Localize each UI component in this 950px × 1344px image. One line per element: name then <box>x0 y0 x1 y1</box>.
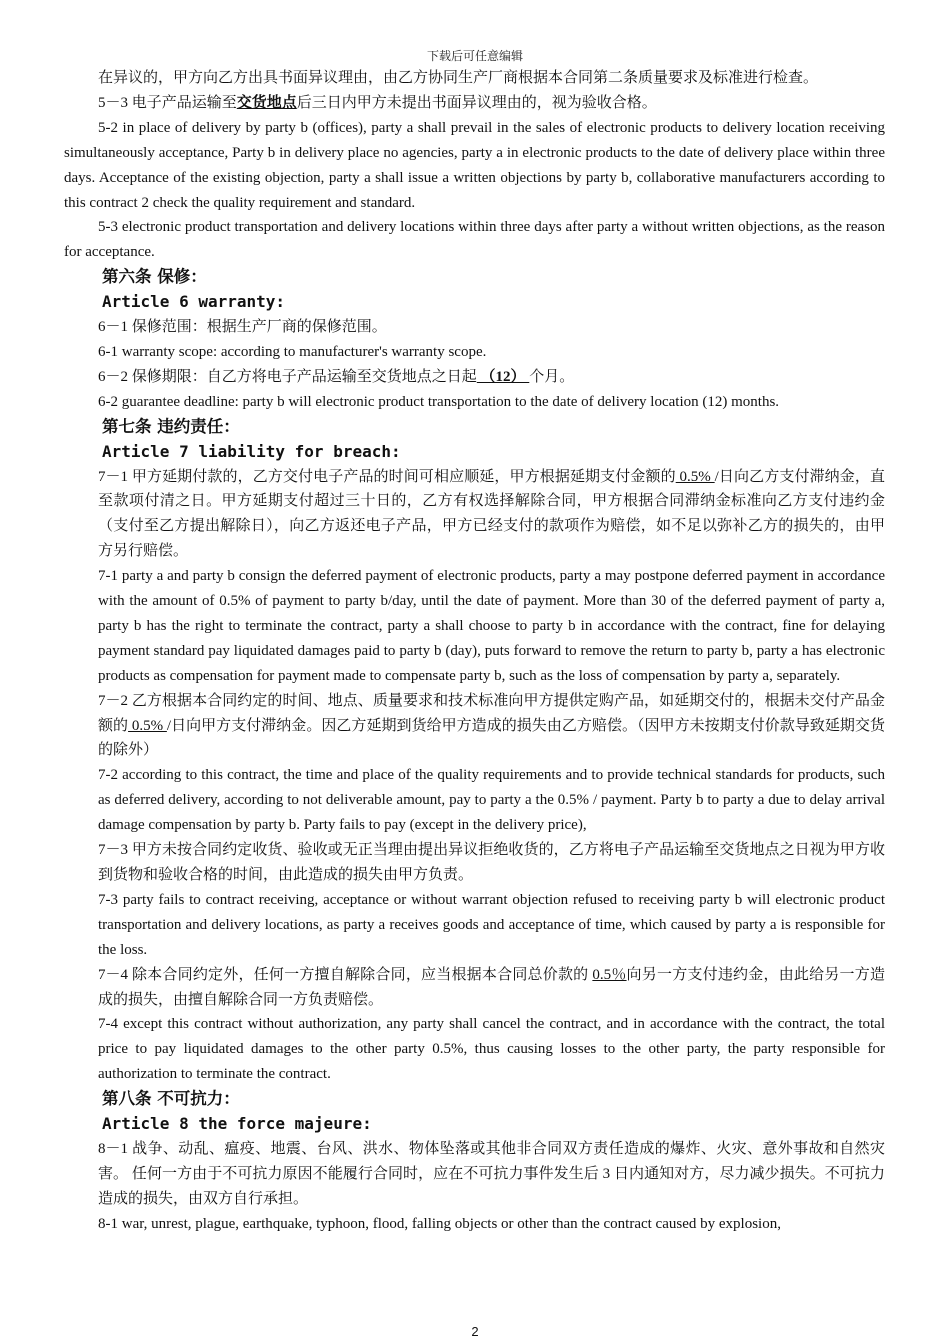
heading-article-8-en: Article 8 the force majeure: <box>102 1114 372 1134</box>
paragraph-7-1-en: 7-1 party a and party b consign the deferred payment of electronic products, party a may postpone deferred payment in accordance with the amount of 0.5% of payment to party b/day, until the date of payment. More than 30 of the deferred payment of party a, party b has the right to terminate the contract, party a shall choose to party b in accordance with the contract, fine for delaying payment standard pay liquidated damages paid to party b (day), puts forward to remove the return to party b, party a has electronic products as compensation for payment made to compensate party b, such as the loss of compensation by party a, separately. <box>98 568 885 684</box>
paragraph-7-3-cn: 7－3 甲方未按合同约定收货、验收或无正当理由提出异议拒绝收货的，乙方将电子产品运输至交货地点之日视为甲方收到货物和验收合格的时间，由此造成的损失由甲方负责。 <box>98 842 885 883</box>
paragraph-8-1-cn: 8－1 战争、动乱、瘟疫、地震、台风、洪水、物体坠落或其他非合同双方责任造成的爆炸、火灾、意外事故和自然灾害。 任何一方由于不可抗力原因不能履行合同时，应在不可抗力事件发生后 3 日内通知对方，尽力减少损失。不可抗力造成的损失，由双方自行承担。 <box>98 1140 885 1207</box>
paragraph-objection-cn: 在异议的，甲方向乙方出具书面异议理由，由乙方协同生产厂商根据本合同第二条质量要求及标准进行检查。 <box>98 70 819 86</box>
paragraph-7-4-cn: 7－4 除本合同约定外，任何一方擅自解除合同，应当根据本合同总价款的 0.5％向另一方支付违约金，由此给另一方造成的损失，由擅自解除合同一方负责赔偿。 <box>98 966 885 1008</box>
paragraph-7-1-cn: 7－1 甲方延期付款的，乙方交付电子产品的时间可相应顺延，甲方根据延期支付金额的 0.5% /日向乙方支付滞纳金，直至款项付清之日。甲方延期支付超过三十日的，乙方有权选择解除合同，甲方根据合同滞纳金标准向乙方支付违约金（支付至乙方提出解除日），向乙方返还电子产品，甲方已经支付的款项作为赔偿，如不足以弥补乙方的损失的，由甲方另行赔偿。 <box>98 468 885 560</box>
paragraph-6-1-cn: 6－1 保修范围：根据生产厂商的保修范围。 <box>98 319 387 336</box>
paragraph-8-1-en: 8-1 war, unrest, plague, earthquake, typhoon, flood, falling objects or other than the contract caused by explosion, <box>98 1215 781 1232</box>
paragraph-6-1-en: 6-1 warranty scope: according to manufacturer's warranty scope. <box>98 343 487 360</box>
heading-article-6-cn: 第六条 保修： <box>102 267 207 287</box>
paragraph-7-2-en: 7-2 according to this contract, the time and place of the quality requirements and to provide technical standards for products, such as deferred delivery, according to not deliverable amount, pay to party a the 0.5% / payment. Party b to party a due to delay arrival damage compensation by party b. Party fails to pay (except in the delivery price), <box>98 767 885 834</box>
heading-article-6-en: Article 6 warranty: <box>102 292 286 312</box>
page-header: 下载后可任意编辑 <box>426 49 523 63</box>
document-body <box>64 66 885 1237</box>
heading-article-7-cn: 第七条 违约责任： <box>102 416 240 436</box>
late-fee-rate: 0.5% <box>675 468 715 485</box>
late-delivery-rate: 0.5% <box>128 717 167 734</box>
paragraph-7-2-cn: 7－2 乙方根据本合同约定的时间、地点、质量要求和技术标准向甲方提供定购产品，如延期交付的，根据未交付产品金额的 0.5% /日向甲方支付滞纳金。因乙方延期到货给甲方造成的损失由乙方赔偿。（因甲方未按期支付价款导致延期交货的除外） <box>98 692 885 759</box>
page-number: 2 <box>471 1324 479 1339</box>
heading-article-8-cn: 第八条 不可抗力： <box>102 1089 240 1109</box>
paragraph-5-3-cn: 5－3 电子产品运输至交货地点后三日内甲方未提出书面异议理由的，视为验收合格。 <box>98 94 657 111</box>
paragraph-5-2-en: 5-2 in place of delivery by party b (offices), party a shall prevail in the sales of electronic products to delivery location receiving simultaneously acceptance, Party b in delivery place no agencies, party a in electronic products to the date of delivery place within three days. Acceptance of the existing objection, party a shall issue a written objections by party b, collaborative manufacturers according to this contract 2 check the quality requirement and standard. <box>64 119 885 211</box>
paragraph-6-2-en: 6-2 guarantee deadline: party b will electronic product transportation to the date of delivery location (12) months. <box>98 393 780 410</box>
paragraph-6-2-cn: 6－2 保修期限：自乙方将电子产品运输至交货地点之日起 （12） 个月。 <box>98 368 575 385</box>
paragraph-5-3-en: 5-3 electronic product transportation and delivery locations within three days after party a without written objections, as the reason for acceptance. <box>64 219 885 261</box>
paragraph-7-4-en: 7-4 except this contract without authorization, any party shall cancel the contract, and in accordance with the contract, the total price to pay liquidated damages to the other party 0.5%, thus causing losses to the other party, the party responsible for authorization to terminate the contract. <box>98 1016 885 1083</box>
heading-article-7-en: Article 7 liability for breach: <box>102 441 401 461</box>
delivery-location-term: 交货地点 <box>236 94 297 111</box>
paragraph-7-3-en: 7-3 party fails to contract receiving, acceptance or without warrant objection refused to receiving party b will electronic product transportation and delivery locations, as party a receives goods and acceptance of time, which caused by party a is responsible for the loss. <box>98 891 885 958</box>
warranty-months: （12） <box>476 368 530 385</box>
termination-penalty-rate: 0.5％ <box>592 966 627 983</box>
